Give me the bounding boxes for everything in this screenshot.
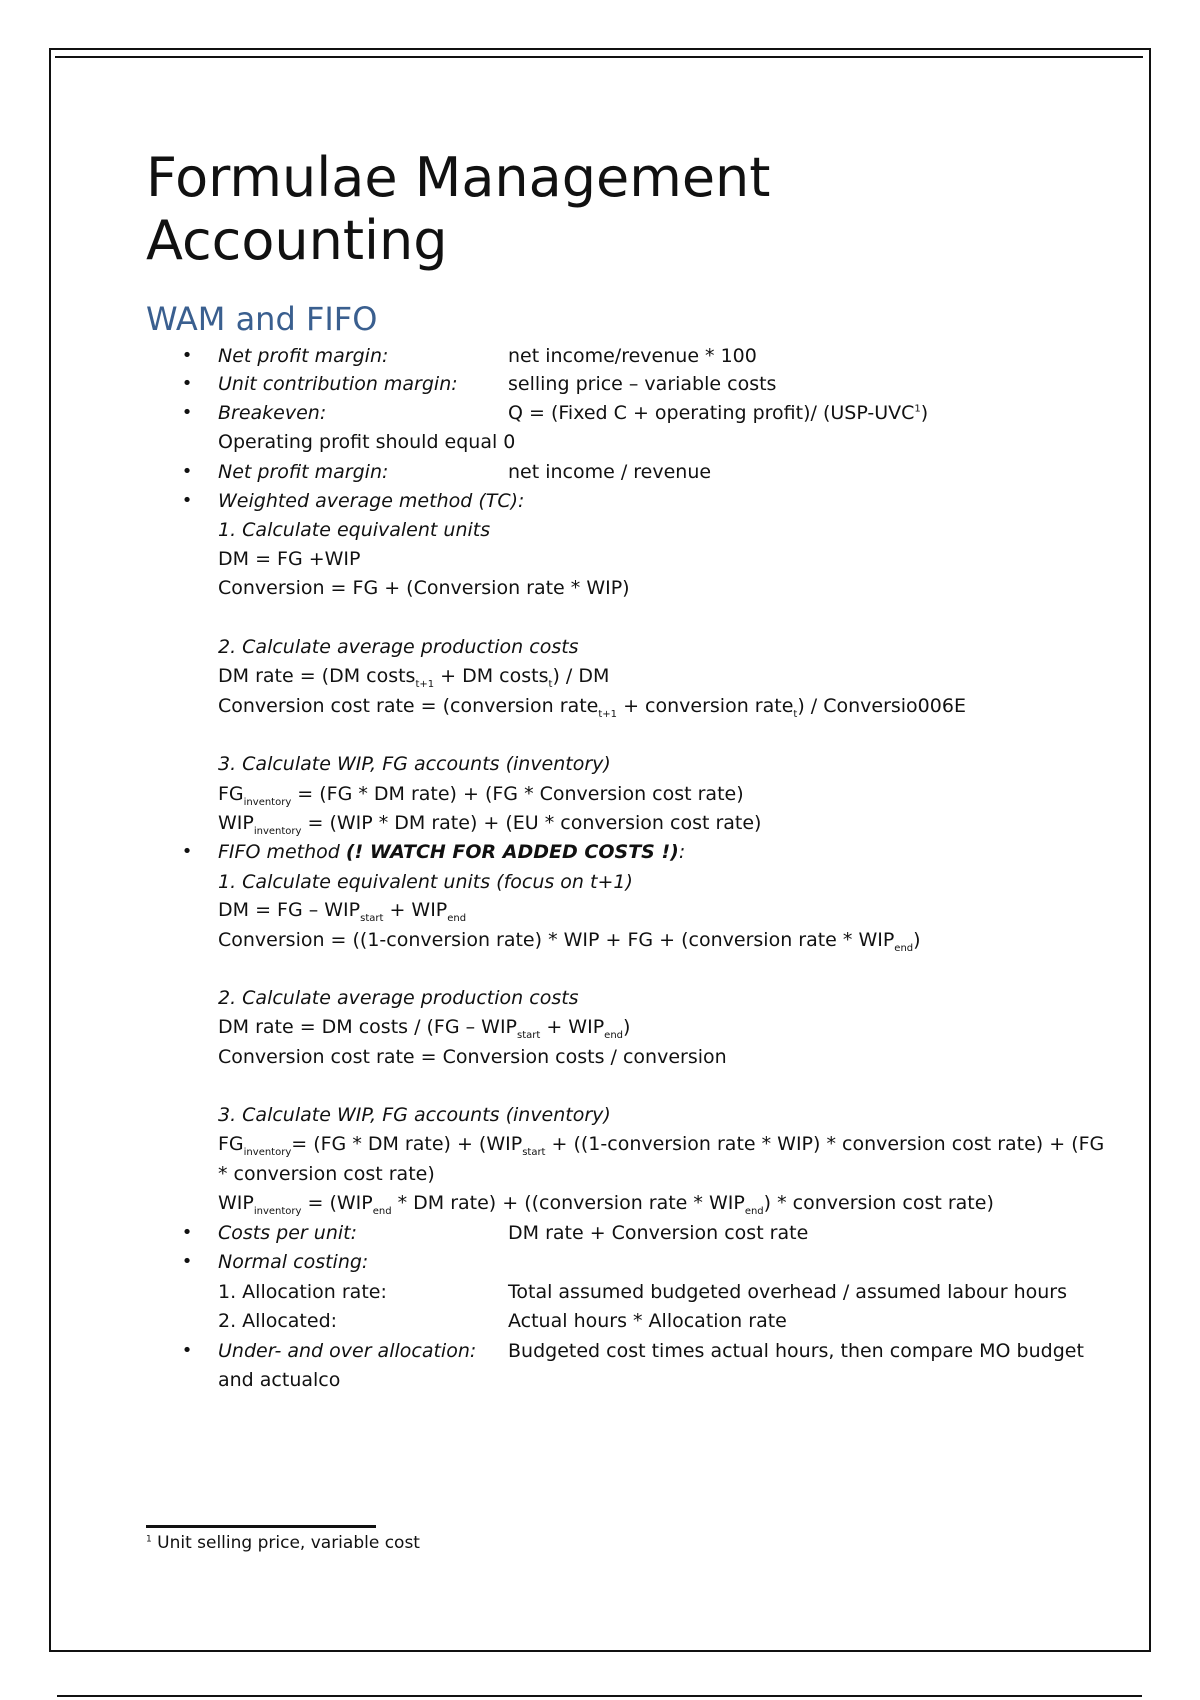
item-formula: DM rate + Conversion cost rate [508, 1222, 809, 1244]
bullet: • [181, 373, 193, 394]
footnote-ref: 1 [914, 403, 921, 415]
label-text: : [678, 841, 686, 863]
list-line [0, 1278, 1200, 1306]
subscript: inventory [253, 825, 302, 837]
document-title: Formulae Management Accounting [146, 146, 771, 272]
list-item [0, 838, 1200, 866]
list-line [0, 809, 1200, 837]
bullet: • [181, 1222, 193, 1243]
subscript: inventory [243, 796, 292, 808]
list-line [0, 750, 1200, 778]
formula-text: + ((1-conversion rate * WIP) * conversion cost rate) + (FG [545, 1133, 1105, 1155]
formula-text: Q = (Fixed C + operating profit)/ (USP-UVC [508, 402, 915, 424]
list-line [0, 896, 1200, 924]
formula-text: DM rate = DM costs / (FG – WIP [218, 1016, 518, 1038]
subscript: end [744, 1205, 764, 1217]
list-item [0, 1337, 1200, 1365]
subscript: start [360, 912, 384, 924]
item-label: Normal costing: [218, 1251, 369, 1273]
formula-text: WIP [218, 812, 254, 834]
step-heading: 3. Calculate WIP, FG accounts (inventory) [218, 753, 611, 775]
subscript: t [548, 678, 553, 690]
formula-text: + conversion rate [617, 695, 794, 717]
item-note: and actualco [218, 1369, 341, 1391]
formula-text: WIP [218, 1192, 254, 1214]
list-line [0, 1043, 1200, 1071]
list-line [0, 1307, 1200, 1335]
list-item [0, 1248, 1200, 1276]
formula-text: DM rate = (DM costs [218, 665, 416, 687]
list-line [0, 692, 1200, 720]
formula-line: Conversion cost rate = Conversion costs / conversion [218, 1046, 727, 1068]
bullet: • [181, 490, 193, 511]
item-label: Weighted average method (TC): [218, 490, 525, 512]
formula-line [218, 809, 761, 837]
subscript: t [793, 708, 798, 720]
formula-line [218, 662, 609, 690]
formula-text: FG [218, 783, 244, 805]
subscript: end [604, 1029, 624, 1041]
list-item [0, 370, 1200, 398]
item-label: Breakeven: [218, 402, 327, 424]
subscript: end [447, 912, 467, 924]
formula-text: = (WIP * DM rate) + (EU * conversion cost rate) [301, 812, 762, 834]
list-line [0, 984, 1200, 1012]
bullet: • [181, 345, 193, 366]
list-line [0, 1101, 1200, 1129]
list-line [0, 1130, 1200, 1158]
section-heading: WAM and FIFO [146, 300, 378, 338]
formula-line [218, 1130, 1104, 1158]
formula-text: + WIP [540, 1016, 605, 1038]
subscript: t+1 [415, 678, 435, 690]
footnote [146, 1530, 420, 1556]
item-formula: Total assumed budgeted overhead / assumed labour hours [508, 1281, 1067, 1303]
subscript: inventory [243, 1146, 292, 1158]
item-formula: net income/revenue * 100 [508, 345, 757, 367]
list-line [0, 633, 1200, 661]
item-formula: Budgeted cost times actual hours, then compare MO budget [508, 1340, 1084, 1362]
bullet: • [181, 1251, 193, 1272]
formula-text: Conversion cost rate = (conversion rate [218, 695, 599, 717]
step-heading: 2. Calculate average production costs [218, 987, 579, 1009]
formula-text: ) [623, 1016, 631, 1038]
formula-line: Conversion = FG + (Conversion rate * WIP) [218, 577, 630, 599]
step-heading: 3. Calculate WIP, FG accounts (inventory) [218, 1104, 611, 1126]
formula-line [218, 896, 466, 924]
list-line [0, 780, 1200, 808]
list-item [0, 342, 1200, 370]
item-note: Operating profit should equal 0 [218, 431, 516, 453]
item-label: Net profit margin: [218, 461, 389, 483]
formula-line: * conversion cost rate) [218, 1163, 435, 1185]
formula-text: ) * conversion cost rate) [763, 1192, 994, 1214]
list-line [0, 868, 1200, 896]
list-line [0, 1366, 1200, 1394]
formula-line [218, 780, 744, 808]
formula-text: ) / DM [552, 665, 610, 687]
formula-line [218, 1189, 994, 1217]
label-text: FIFO method [218, 841, 346, 863]
formula-text: DM = FG – WIP [218, 899, 361, 921]
formula-text: * DM rate) + ((conversion rate * WIP [391, 1192, 745, 1214]
formula-line [218, 1013, 630, 1041]
list-line [0, 545, 1200, 573]
list-line [0, 574, 1200, 602]
formula-text: ) [920, 402, 929, 424]
bullet: • [181, 1340, 193, 1361]
formula-line [218, 692, 966, 720]
subscript: start [517, 1029, 541, 1041]
list-line [0, 1013, 1200, 1041]
subscript: t+1 [598, 708, 618, 720]
formula-text: + DM costs [434, 665, 549, 687]
item-formula [508, 399, 928, 427]
step-heading: 1. Calculate equivalent units [218, 519, 491, 541]
formula-text: = (WIP [301, 1192, 373, 1214]
item-label: 1. Allocation rate: [218, 1281, 387, 1303]
list-item [0, 487, 1200, 515]
formula-line: DM = FG +WIP [218, 548, 361, 570]
list-line [0, 662, 1200, 690]
subscript: end [894, 942, 914, 954]
formula-text: ) / Conversio006E [797, 695, 966, 717]
bullet: • [181, 841, 193, 862]
list-line [0, 428, 1200, 456]
formula-text: Conversion = ((1-conversion rate) * WIP + FG + (conversion rate * WIP [218, 929, 895, 951]
subscript: inventory [253, 1205, 302, 1217]
bullet: • [181, 461, 193, 482]
footnote-separator [146, 1525, 376, 1528]
bullet: • [181, 402, 193, 423]
list-line [0, 1189, 1200, 1217]
item-label: Unit contribution margin: [218, 373, 458, 395]
list-item [0, 399, 1200, 427]
item-label: Net profit margin: [218, 345, 389, 367]
item-label: Under- and over allocation: [218, 1340, 477, 1362]
item-formula: net income / revenue [508, 461, 712, 483]
formula-text: + WIP [383, 899, 448, 921]
subscript: start [522, 1146, 546, 1158]
item-formula: Actual hours * Allocation rate [508, 1310, 787, 1332]
item-label [218, 838, 685, 866]
list-item [0, 458, 1200, 486]
formula-text: FG [218, 1133, 244, 1155]
list-line [0, 926, 1200, 954]
list-item [0, 1219, 1200, 1247]
item-formula: selling price – variable costs [508, 373, 777, 395]
formula-text: = (FG * DM rate) + (WIP [291, 1133, 523, 1155]
item-label: Costs per unit: [218, 1222, 357, 1244]
warning-text: (! WATCH FOR ADDED COSTS !) [345, 841, 679, 863]
step-heading: 2. Calculate average production costs [218, 636, 579, 658]
formula-line [218, 926, 921, 954]
formula-text: ) [913, 929, 921, 951]
list-line [0, 1160, 1200, 1188]
subscript: end [372, 1205, 392, 1217]
list-line [0, 516, 1200, 544]
footnote-text: Unit selling price, variable cost [151, 1533, 420, 1553]
footnote-marker: 1 [146, 1534, 152, 1545]
item-label: 2. Allocated: [218, 1310, 338, 1332]
step-heading: 1. Calculate equivalent units (focus on t+1) [218, 871, 633, 893]
formula-text: = (FG * DM rate) + (FG * Conversion cost rate) [291, 783, 744, 805]
